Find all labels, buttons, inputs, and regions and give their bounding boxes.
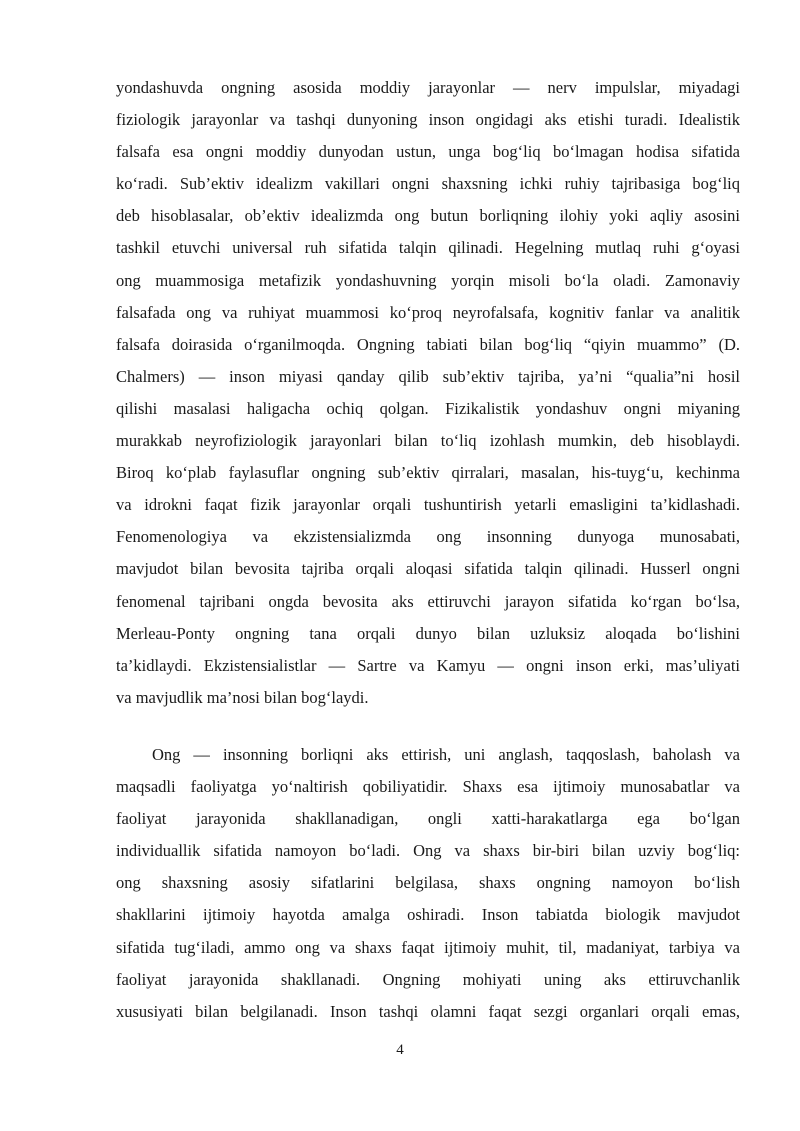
text-line: murakkab neyrofiziologik jarayonlari bilan to‘liq izohlash mumkin, deb hisoblaydi. (116, 431, 740, 451)
text-line: va idrokni faqat fizik jarayonlar orqali tushuntirish yetarli emasligini ta’kidlashadi. (116, 495, 740, 515)
text-line: xususiyati bilan belgilanadi. Inson tashqi olamni faqat sezgi organlari orqali emas, (116, 1001, 740, 1021)
text-line: Merleau-Ponty ongning tana orqali dunyo bilan uzluksiz aloqada bo‘lishini (116, 623, 740, 643)
text-line: shakllarini ijtimoiy hayotda amalga oshiradi. Inson tabiatda biologik mavjudot (116, 905, 740, 925)
text-line: tashkil etuvchi universal ruh sifatida talqin qilinadi. Hegelning mutlaq ruhi g‘oyasi (116, 238, 740, 258)
text-line: fiziologik jarayonlar va tashqi dunyoning inson ongidagi aks etishi turadi. Idealistik (116, 110, 740, 130)
text-line: falsafa doirasida o‘rganilmoqda. Ongning tabiati bilan bog‘liq “qiyin muammo” (D. (116, 334, 740, 354)
paragraph-2 (116, 739, 740, 1028)
text-line: ong muammosiga metafizik yondashuvning yorqin misoli bo‘la oladi. Zamonaviy (116, 270, 740, 290)
text-line: Biroq ko‘plab faylasuflar ongning sub’ektiv qirralari, masalan, his-tuyg‘u, kechinma (116, 463, 740, 483)
text-line: ta’kidlaydi. Ekzistensialistlar — Sartre va Kamyu — ongni inson erki, mas’uliyati (116, 655, 740, 675)
page-number: 4 (396, 1042, 404, 1058)
text-line: Chalmers) — inson miyasi qanday qilib sub’ektiv tajriba, ya’ni “qualia”ni hosil (116, 366, 740, 386)
text-line: mavjudot bilan bevosita tajriba orqali aloqasi sifatida talqin qilinadi. Husserl ongni (116, 559, 740, 579)
text-line: qilishi masalasi haligacha ochiq qolgan. Fizikalistik yondashuv ongni miyaning (116, 398, 740, 418)
text-line: faoliyat jarayonida shakllanadi. Ongning mohiyati uning aks ettiruvchanlik (116, 969, 740, 989)
text-line: falsafa esa ongni moddiy dunyodan ustun, unga bog‘liq bo‘lmagan hodisa sifatida (116, 142, 740, 162)
text-line: maqsadli faoliyatga yo‘naltirish qobiliyatidir. Shaxs esa ijtimoiy munosabatlar va (116, 777, 740, 797)
text-line: faoliyat jarayonida shakllanadigan, ongli xatti-harakatlarga ega bo‘lgan (116, 809, 740, 829)
text-line: ko‘radi. Sub’ektiv idealizm vakillari ongni shaxsning ichki ruhiy tajribasiga bog‘liq (116, 174, 740, 194)
text-line: va mavjudlik ma’nosi bilan bog‘laydi. (116, 687, 369, 707)
text-line: yondashuvda ongning asosida moddiy jarayonlar — nerv impulslar, miyadagi (116, 78, 740, 97)
text-line: ong shaxsning asosiy sifatlarini belgilasa, shaxs ongning namoyon bo‘lish (116, 873, 740, 893)
text-line: Fenomenologiya va ekzistensializmda ong insonning dunyoga munosabati, (116, 527, 740, 547)
text-line: fenomenal tajribani ongda bevosita aks ettiruvchi jarayon sifatida ko‘rgan bo‘lsa, (116, 591, 740, 611)
text-line: sifatida tug‘iladi, ammo ong va shaxs faqat ijtimoiy muhit, til, madaniyat, tarbiya va (116, 937, 740, 957)
paragraph-1 (116, 72, 740, 714)
text-line: individuallik sifatida namoyon bo‘ladi. Ong va shaxs bir-biri bilan uzviy bog‘liq: (116, 841, 740, 861)
text-line: Ong — insonning borliqni aks ettirish, uni anglash, taqqoslash, baholash va (152, 745, 740, 764)
text-line: deb hisoblasalar, ob’ektiv idealizmda ong butun borliqning ilohiy yoki aqliy asosini (116, 206, 740, 226)
text-line: falsafada ong va ruhiyat muammosi ko‘proq neyrofalsafa, kognitiv fanlar va analitik (116, 302, 740, 322)
